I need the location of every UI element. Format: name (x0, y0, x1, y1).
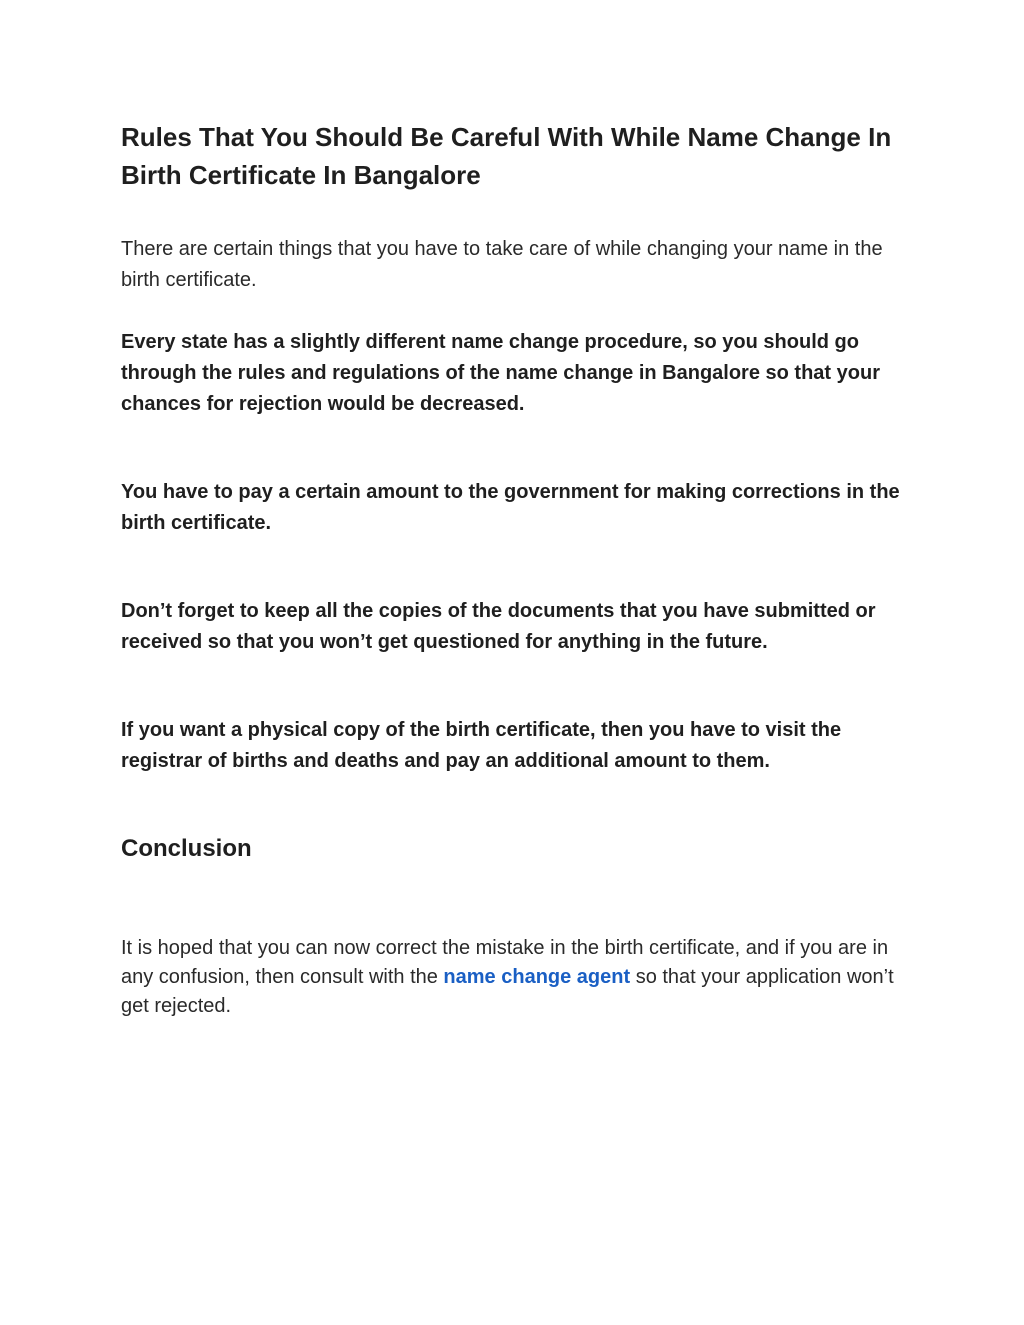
rule-paragraph-state-procedure: Every state has a slightly different name change procedure, so you should go through the rules and regulations of the name change in Bangalore so that your chances for rejection would be decreased. (121, 331, 880, 415)
conclusion-text-end: so that your application won’t get rejected. (121, 966, 894, 1017)
document-page (121, 118, 911, 1021)
conclusion-paragraph (121, 934, 911, 1021)
document-title: Rules That You Should Be Careful With While Name Change In Birth Certificate In Bangalore (121, 122, 892, 190)
conclusion-heading: Conclusion (121, 835, 252, 862)
rule-paragraph-government-fee: You have to pay a certain amount to the government for making corrections in the birth certificate. (121, 481, 900, 534)
name-change-agent-link[interactable]: name change agent (443, 966, 631, 988)
rule-paragraph-keep-copies: Don’t forget to keep all the copies of the documents that you have submitted or received so that you won’t get questioned for anything in the future. (121, 600, 876, 653)
conclusion-text-start: It is hoped that you can now correct the mistake in the birth certificate, and if you are in any confusion, then consult with the (121, 937, 889, 988)
rule-paragraph-physical-copy: If you want a physical copy of the birth certificate, then you have to visit the registrar of births and deaths and pay an additional amount to them. (121, 719, 842, 772)
intro-paragraph: There are certain things that you have to take care of while changing your name in the birth certificate. (121, 238, 883, 291)
